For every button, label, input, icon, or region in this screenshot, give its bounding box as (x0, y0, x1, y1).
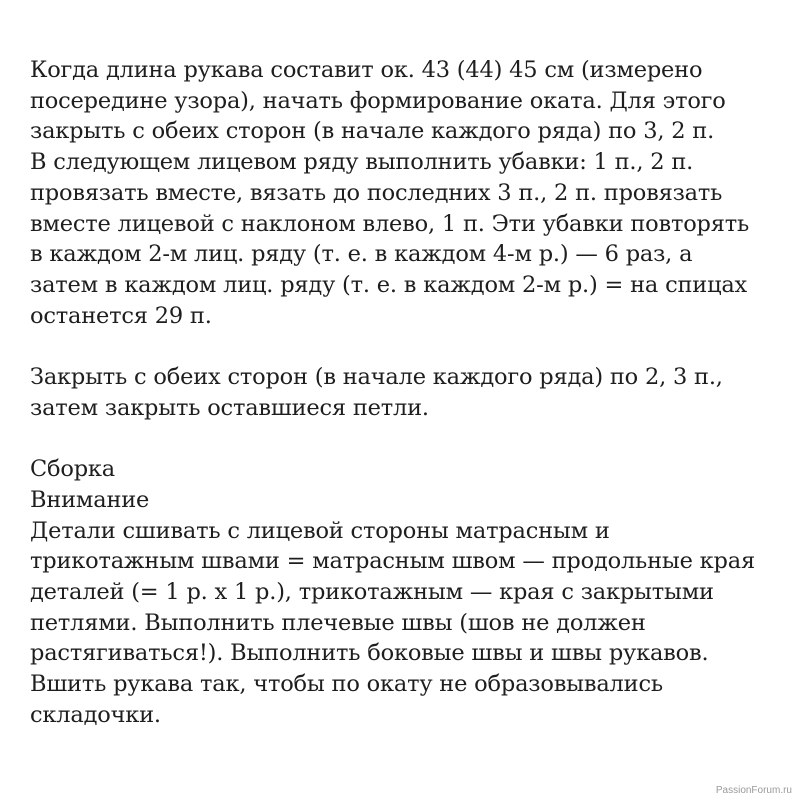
paragraph-gap (30, 331, 795, 362)
text-line: Когда длина рукава составит ок. 43 (44) 45 см (измерено (30, 57, 703, 83)
text-line: деталей (= 1 р. х 1 р.), трикотажным — края с закрытыми (30, 578, 714, 605)
text-line: трикотажным швами = матрасным швом — продольные края (30, 548, 755, 575)
section-subheading: Внимание (30, 486, 150, 513)
text-line: складочки. (30, 701, 161, 728)
text-line: Вшить рукава так, чтобы по окату не образовывались (30, 671, 663, 698)
text-line: в каждом 2-м лиц. ряду (т. е. в каждом 4-м р.) — 6 раз, а (30, 241, 693, 268)
text-line: Детали сшивать с лицевой стороны матрасным и (30, 517, 610, 544)
paragraph-bind-off (30, 362, 795, 423)
text-line: В следующем лицевом ряду выполнить убавки: 1 п., 2 п. (30, 149, 694, 176)
text-line: растягиваться!). Выполнить боковые швы и швы рукавов. (30, 640, 709, 667)
paragraph-gap (30, 423, 795, 454)
text-line: закрыть с обеих сторон (в начале каждого ряда) по 3, 2 п. (30, 118, 715, 145)
paragraph-sleeve-cap (30, 55, 795, 331)
text-line: провязать вместе, вязать до последних 3 п., 2 п. провязать (30, 179, 723, 206)
text-line: затем закрыть оставшиеся петли. (30, 394, 429, 421)
section-assembly (30, 454, 795, 730)
text-line: останется 29 п. (30, 302, 212, 329)
text-line: вместе лицевой с наклоном влево, 1 п. Эти убавки повторять (30, 210, 750, 237)
section-heading: Сборка (30, 456, 115, 483)
text-line: петлями. Выполнить плечевые швы (шов не должен (30, 609, 646, 636)
text-line: Закрыть с обеих сторон (в начале каждого ряда) по 2, 3 п., (30, 364, 723, 391)
document-page (30, 55, 795, 730)
text-line: посередине узора), начать формирование оката. Для этого (30, 87, 726, 114)
text-line: затем в каждом лиц. ряду (т. е. в каждом 2-м р.) = на спицах (30, 271, 748, 298)
watermark: PassionForum.ru (715, 785, 792, 796)
